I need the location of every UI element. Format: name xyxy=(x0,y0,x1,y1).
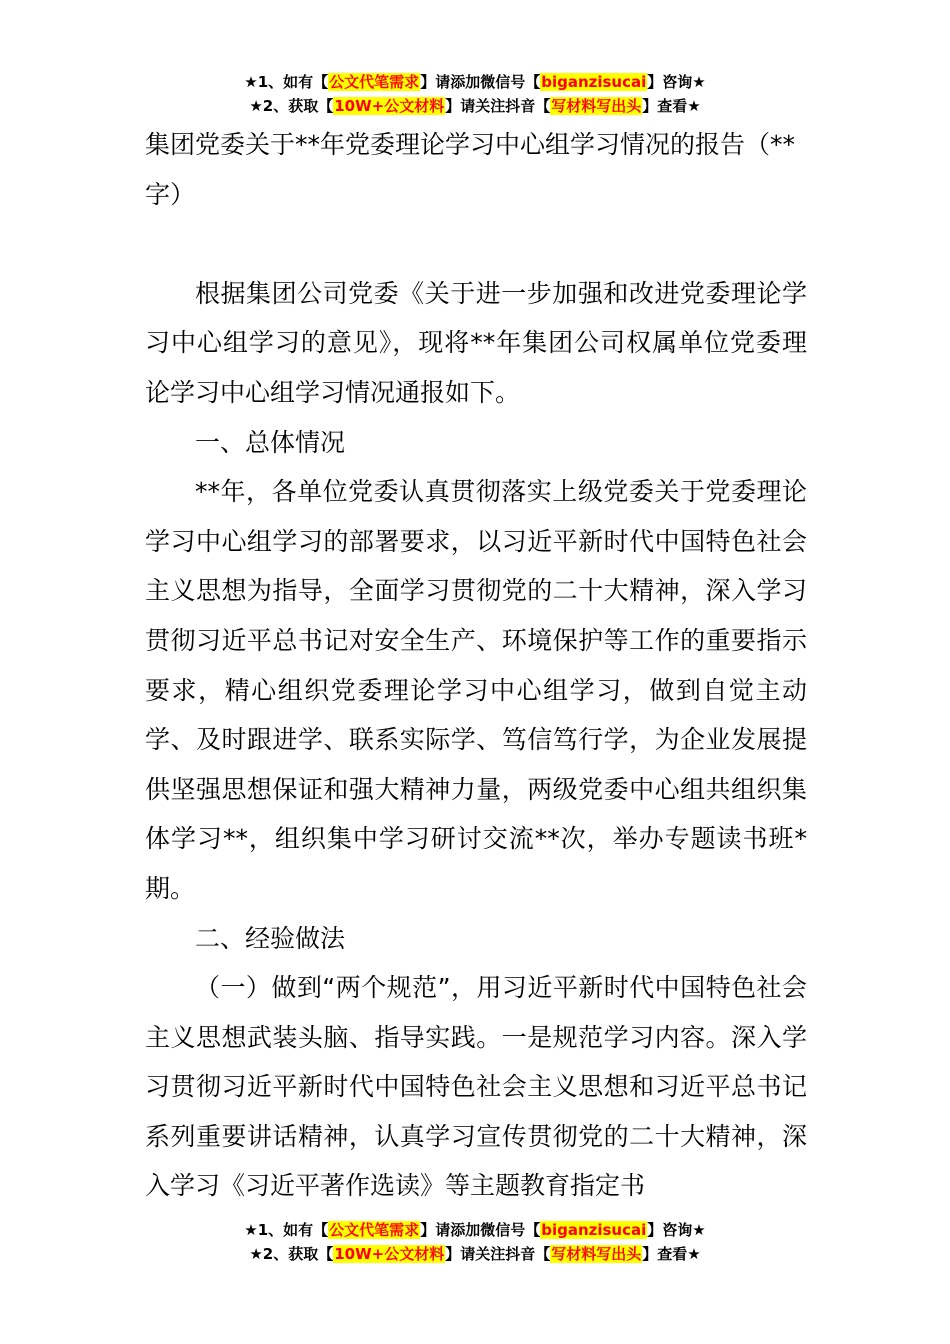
banner-text: 】请关注抖音【 xyxy=(445,97,551,115)
banner-text: 】查看★ xyxy=(642,97,701,115)
banner-text: ★1、如有【 xyxy=(244,73,329,91)
banner-text: 】查看★ xyxy=(642,1245,701,1263)
banner-text: 】请添加微信号【 xyxy=(420,1221,541,1239)
highlight-text: biganzisucai xyxy=(541,1221,647,1239)
highlight-text: biganzisucai xyxy=(541,73,647,91)
highlight-text: 公文代笔需求 xyxy=(329,1221,420,1239)
footer-banner xyxy=(0,1218,950,1266)
paragraph-overview: **年，各单位党委认真贯彻落实上级党委关于党委理论学习中心组学习的部署要求，以习近平新时代中国特色社会主义思想为指导，全面学习贯彻党的二十大精神，深入学习贯彻习近平总书记对安全生产、环境保护等工作的重要指示要求，精心组织党委理论学习中心组学习，做到自觉主动学、及时跟进学、联系实际学、笃信笃行学，为企业发展提供坚强思想保证和强大精神力量，两级党委中心组共组织集体学习**，组织集中学习研讨交流**次，举办专题读书班*期。 xyxy=(145,477,807,903)
paragraph-intro: 根据集团公司党委《关于进一步加强和改进党委理论学习中心组学习的意见》，现将**年集团公司权属单位党委理论学习中心组学习情况通报如下。 xyxy=(145,278,807,407)
document-body xyxy=(145,120,807,1211)
banner-text: ★2、获取【 xyxy=(249,1245,334,1263)
highlight-text: 写材料写出头 xyxy=(551,97,642,115)
banner-text: 】请关注抖音【 xyxy=(445,1245,551,1263)
highlight-text: 写材料写出头 xyxy=(551,1245,642,1263)
spacer xyxy=(145,219,807,269)
banner-text: ★2、获取【 xyxy=(249,97,334,115)
banner-line-2 xyxy=(0,1242,950,1266)
banner-line-1 xyxy=(0,1218,950,1242)
banner-text: 】请添加微信号【 xyxy=(420,73,541,91)
header-banner xyxy=(0,70,950,118)
banner-line-2 xyxy=(0,94,950,118)
banner-text: 】咨询★ xyxy=(647,73,706,91)
banner-text: 】咨询★ xyxy=(647,1221,706,1239)
document-title: 集团党委关于**年党委理论学习中心组学习情况的报告（**字） xyxy=(145,130,796,209)
paragraph-experience: （一）做到“两个规范”，用习近平新时代中国特色社会主义思想武装头脑、指导实践。一是规范学习内容。深入学习贯彻习近平新时代中国特色社会主义思想和习近平总书记系列重要讲话精神，认真学习宣传贯彻党的二十大精神，深入学习《习近平著作选读》等主题教育指定书 xyxy=(145,973,807,1201)
section-heading-overview: 一、总体情况 xyxy=(195,427,346,457)
highlight-text: 10W+公文材料 xyxy=(334,1245,445,1263)
banner-text: ★1、如有【 xyxy=(244,1221,329,1239)
section-heading-experience: 二、经验做法 xyxy=(195,923,346,953)
banner-line-1 xyxy=(0,70,950,94)
highlight-text: 公文代笔需求 xyxy=(329,73,420,91)
highlight-text: 10W+公文材料 xyxy=(334,97,445,115)
